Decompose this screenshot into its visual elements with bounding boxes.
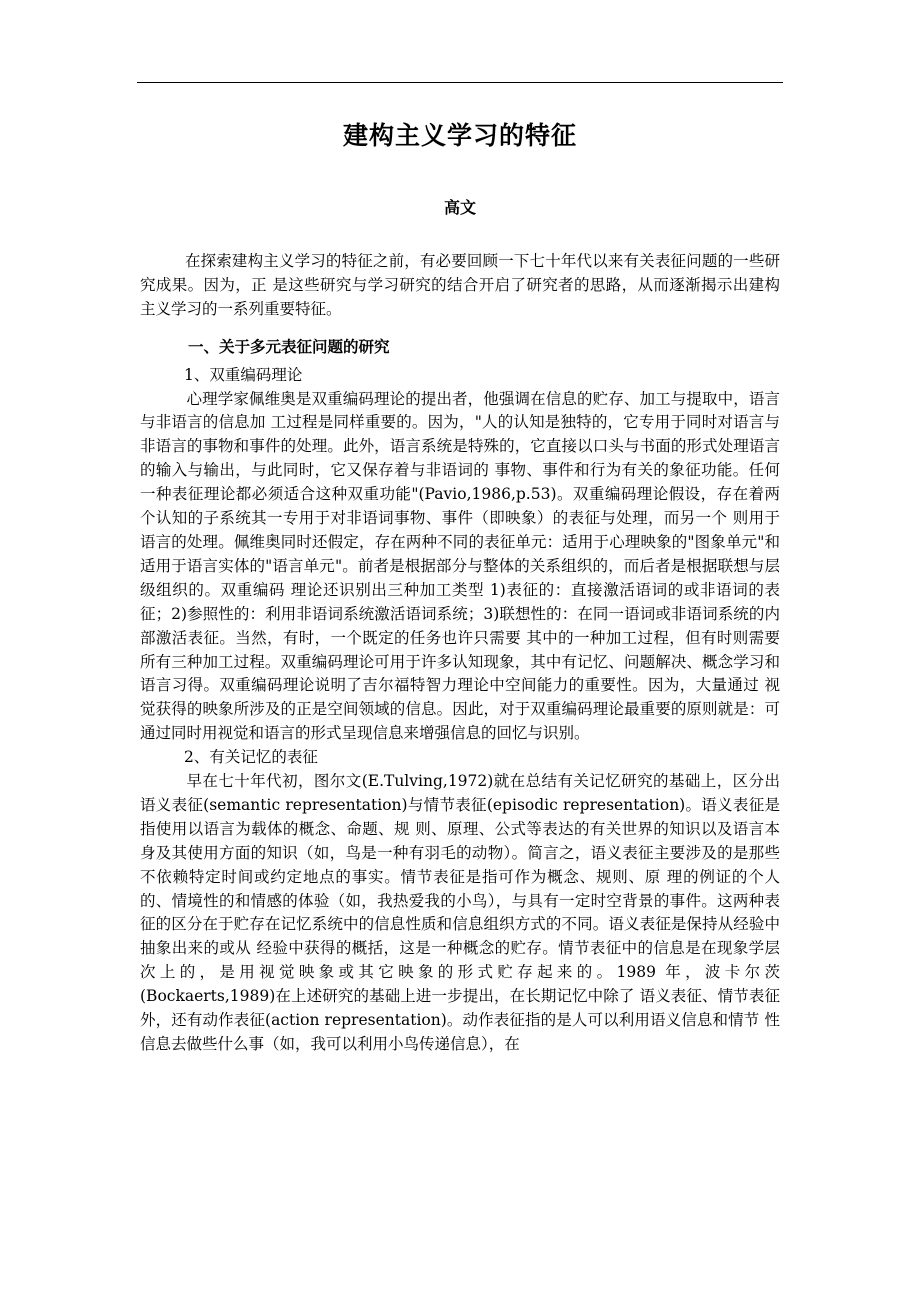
section-heading: 一、关于多元表征问题的研究 bbox=[188, 337, 390, 356]
document-author: 高文 bbox=[443, 198, 476, 217]
document-title: 建构主义学习的特征 bbox=[342, 121, 577, 150]
subsection-heading-memory: 2、有关记忆的表征 bbox=[184, 748, 318, 767]
document-body bbox=[140, 250, 780, 1057]
paragraph-dual-coding: 心理学家佩维奥是双重编码理论的提出者，他强调在信息的贮存、加工与提取中，语言与非语言的信息加 工过程是同样重要的。因为，"人的认知是独特的，它专用于同时对语言与非语言的事物和事件的处理。此外，语言系统是特殊的，它直接以口头与书面的形式处理语言的输入与输出，与此同时，它又保存着与非语词的 事物、事件和行为有关的象征功能。任何一种表征理论都必须适合这种双重功能"(Pavio,1986,p.53)。双重编码理论假设，存在着两个认知的子系统其一专用于对非语词事物、事件（即映象）的表征与处理，而另一个 则用于语言的处理。佩维奥同时还假定，存在两种不同的表征单元：适用于心理映象的"图象单元"和适用于语言实体的"语言单元"。前者是根据部分与整体的关系组织的，而后者是根据联想与层级组织的。双重编码 理论还识别出三种加工类型 1)表征的：直接激活语词的或非语词的表征；2)参照性的：利用非语词系统激活语词系统；3)联想性的：在同一语词或非语词系统的内部激活表征。当然，有时，一个既定的任务也许只需要 其中的一种加工过程，但有时则需要所有三种加工过程。双重编码理论可用于许多认知现象，其中有记忆、问题解决、概念学习和语言习得。双重编码理论说明了吉尔福特智力理论中空间能力的重要性。因为，大量通过 视觉获得的映象所涉及的正是空间领域的信息。因此，对于双重编码理论最重要的原则就是：可通过同时用视觉和语言的形式呈现信息来增强信息的回忆与识别。 bbox=[140, 389, 780, 743]
paragraph-memory: 早在七十年代初，图尔文(E.Tulving,1972)就在总结有关记忆研究的基础上，区分出语义表征(semantic representation)与情节表征(episodic representation)。语义表征是指使用以语言为载体的概念、命题、规 则、原理、公式等表达的有关世界的知识以及语言本身及其使用方面的知识（如，鸟是一种有羽毛的动物）。简言之，语义表征主要涉及的是那些不依赖特定时间或约定地点的事实。情节表征是指可作为概念、规则、原 理的例证的个人的、情境性的和情感的体验（如，我热爱我的小鸟），与具有一定时空背景的事件。这两种表征的区分在于贮存在记忆系统中的信息性质和信息组织方式的不同。语义表征是保持从经验中抽象出来的或从 经验中获得的概括，这是一种概念的贮存。情节表征中的信息是在现象学层次上的，是用视觉映象或其它映象的形式贮存起来的。1989 年，波卡尔茨(Bockaerts,1989)在上述研究的基础上进一步提出，在长期记忆中除了 语义表征、情节表征外，还有动作表征(action representation)。动作表征指的是人可以利用语义信息和情节 性信息去做些什么事（如，我可以利用小鸟传递信息），在 bbox=[140, 772, 780, 1053]
header-rule bbox=[137, 82, 783, 83]
subsection-heading-dual-coding: 1、双重编码理论 bbox=[184, 365, 303, 384]
intro-paragraph: 在探索建构主义学习的特征之前，有必要回顾一下七十年代以来有关表征问题的一些研究成果。因为，正 是这些研究与学习研究的结合开启了研究者的思路，从而逐渐揭示出建构主义学习的一系列重要特征。 bbox=[140, 252, 780, 318]
